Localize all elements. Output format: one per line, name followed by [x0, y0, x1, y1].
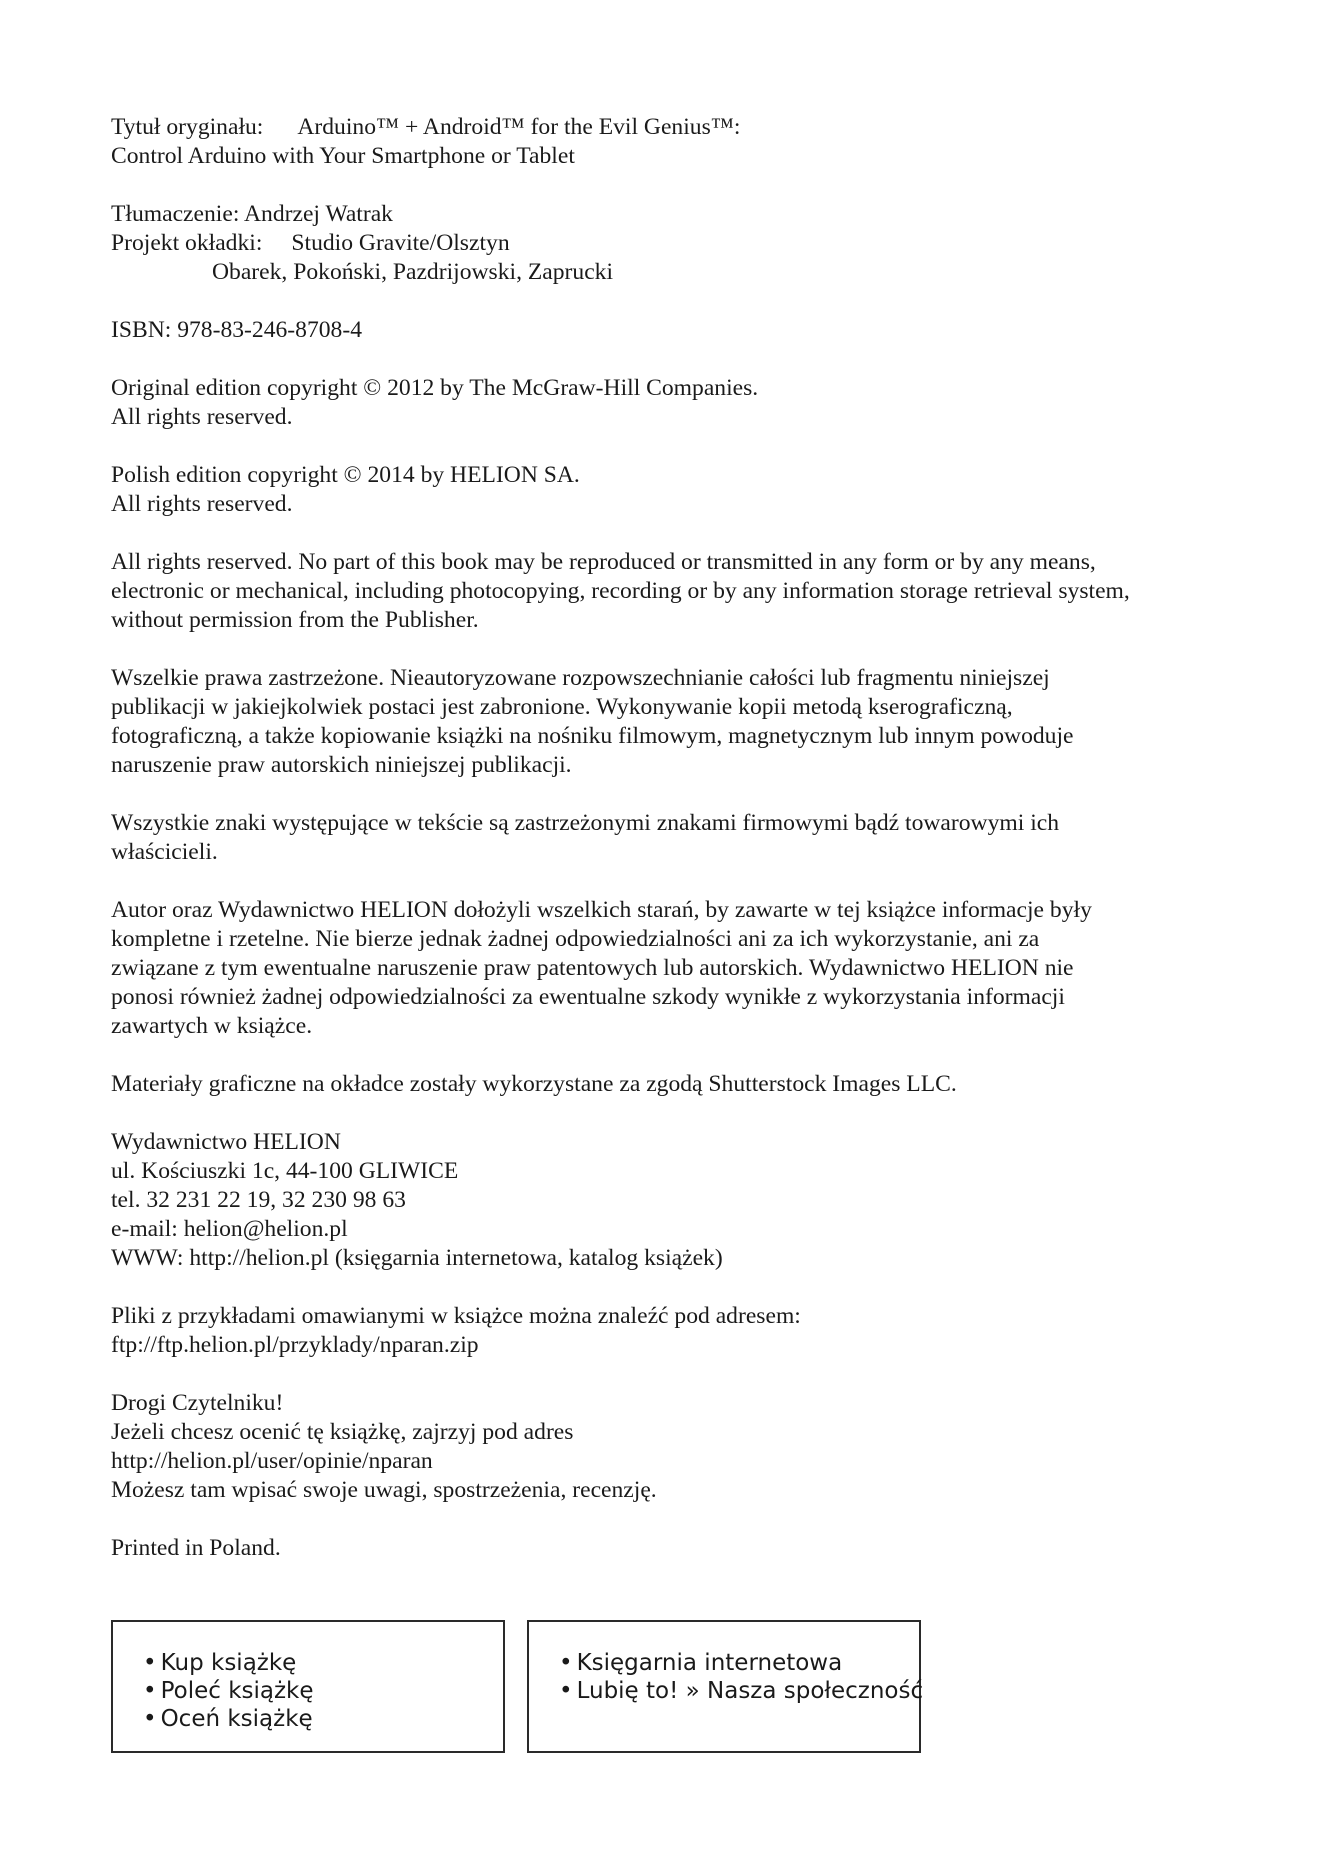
original-title-block [111, 113, 1241, 171]
disclaimer-line4: ponosi również żadnej odpowiedzialności za ewentualne szkody wynikłe z wykorzystania informacji [111, 984, 1065, 1010]
trademarks-line1: Wszystkie znaki występujące w tekście są zastrzeżonymi znakami firmowymi bądź towarowymi ich [111, 810, 1060, 836]
isbn [111, 316, 1241, 345]
disclaimer [111, 896, 1241, 1041]
rights-polish-line1: Wszelkie prawa zastrzeżone. Nieautoryzowane rozpowszechnianie całości lub fragmentu niniejszej [111, 665, 1050, 691]
disclaimer-line5: zawartych w książce. [111, 1013, 313, 1039]
publisher-name: Wydawnictwo HELION [111, 1129, 341, 1155]
isbn-text: ISBN: 978-83-246-8708-4 [111, 317, 362, 343]
disclaimer-line1: Autor oraz Wydawnictwo HELION dołożyli wszelkich starań, by zawarte w tej książce informacje były [111, 897, 1092, 923]
rights-english-line2: electronic or mechanical, including photocopying, recording or by any information storage retrieval system, [111, 578, 1130, 604]
examples-line1: Pliki z przykładami omawianymi w książce można znaleźć pod adresem: [111, 1303, 801, 1329]
original-copyright [111, 374, 1241, 432]
cover-design-studio: Studio Gravite/Olsztyn [291, 230, 510, 256]
original-title-line1: Arduino™ + Android™ for the Evil Genius™: [297, 114, 741, 140]
publisher-info [111, 1128, 1241, 1273]
publisher-phone: tel. 32 231 22 19, 32 230 98 63 [111, 1187, 406, 1213]
trademarks-line2: właścicieli. [111, 839, 218, 865]
original-copyright-line1: Original edition copyright © 2012 by The McGraw-Hill Companies. [111, 375, 759, 401]
reader-note [111, 1389, 1241, 1505]
reader-greeting: Drogi Czytelniku! [111, 1390, 284, 1416]
recommend-book-link[interactable]: • Poleć książkę [143, 1678, 314, 1704]
original-copyright-line2: All rights reserved. [111, 404, 293, 430]
book-actions-box [111, 1620, 505, 1753]
community-link[interactable]: • Lubię to! » Nasza społeczność [559, 1678, 924, 1704]
disclaimer-line2: kompletne i rzetelne. Nie bierze jednak żadnej odpowiedzialności ani za ich wykorzystanie, ani za [111, 926, 1040, 952]
reader-line2: Jeżeli chcesz ocenić tę książkę, zajrzyj pod adres [111, 1419, 574, 1445]
examples-note [111, 1302, 1241, 1360]
examples-url: ftp://ftp.helion.pl/przyklady/nparan.zip [111, 1332, 479, 1358]
rights-polish [111, 664, 1241, 780]
rights-polish-line3: fotograficzną, a także kopiowanie książki na nośniku filmowym, magnetycznym lub innym powoduje [111, 723, 1074, 749]
rights-english-line3: without permission from the Publisher. [111, 607, 479, 633]
cover-images-text: Materiały graficzne na okładce zostały wykorzystane za zgodą Shutterstock Images LLC. [111, 1071, 957, 1097]
rights-english-line1: All rights reserved. No part of this book may be reproduced or transmitted in any form or by any means, [111, 549, 1096, 575]
printed-note [111, 1534, 1241, 1563]
rights-english [111, 548, 1241, 635]
polish-copyright-line2: All rights reserved. [111, 491, 293, 517]
publisher-www: WWW: http://helion.pl (księgarnia internetowa, katalog książek) [111, 1245, 723, 1271]
original-title-label: Tytuł oryginału: [111, 114, 264, 140]
buy-book-link[interactable]: • Kup książkę [143, 1650, 297, 1676]
publisher-address: ul. Kościuszki 1c, 44-100 GLIWICE [111, 1158, 459, 1184]
store-links-box [527, 1620, 924, 1753]
copyright-text [111, 113, 1241, 1592]
polish-copyright [111, 461, 1241, 519]
cover-design-label: Projekt okładki: [111, 230, 263, 256]
reader-url: http://helion.pl/user/opinie/nparan [111, 1448, 433, 1474]
translation-credit: Tłumaczenie: Andrzej Watrak [111, 201, 393, 227]
cover-design-names: Obarek, Pokoński, Pazdrijowski, Zaprucki [212, 259, 614, 285]
online-bookstore-link[interactable]: • Księgarnia internetowa [559, 1650, 843, 1676]
link-boxes [111, 1620, 924, 1757]
disclaimer-line3: związane z tym ewentualne naruszenie praw patentowych lub autorskich. Wydawnictwo HELION nie [111, 955, 1074, 981]
rights-polish-line2: publikacji w jakiejkolwiek postaci jest zabronione. Wykonywanie kopii metodą kserograficzną, [111, 694, 1013, 720]
publisher-email: e-mail: helion@helion.pl [111, 1216, 348, 1242]
rate-book-link[interactable]: • Oceń książkę [143, 1706, 313, 1732]
credits-block [111, 200, 1241, 287]
cover-images-note [111, 1070, 1241, 1099]
trademarks-note [111, 809, 1241, 867]
rights-polish-line4: naruszenie praw autorskich niniejszej publikacji. [111, 752, 572, 778]
original-title-line2: Control Arduino with Your Smartphone or Tablet [111, 143, 575, 169]
reader-line4: Możesz tam wpisać swoje uwagi, spostrzeżenia, recenzję. [111, 1477, 657, 1503]
polish-copyright-line1: Polish edition copyright © 2014 by HELION SA. [111, 462, 580, 488]
printed-text: Printed in Poland. [111, 1535, 281, 1561]
